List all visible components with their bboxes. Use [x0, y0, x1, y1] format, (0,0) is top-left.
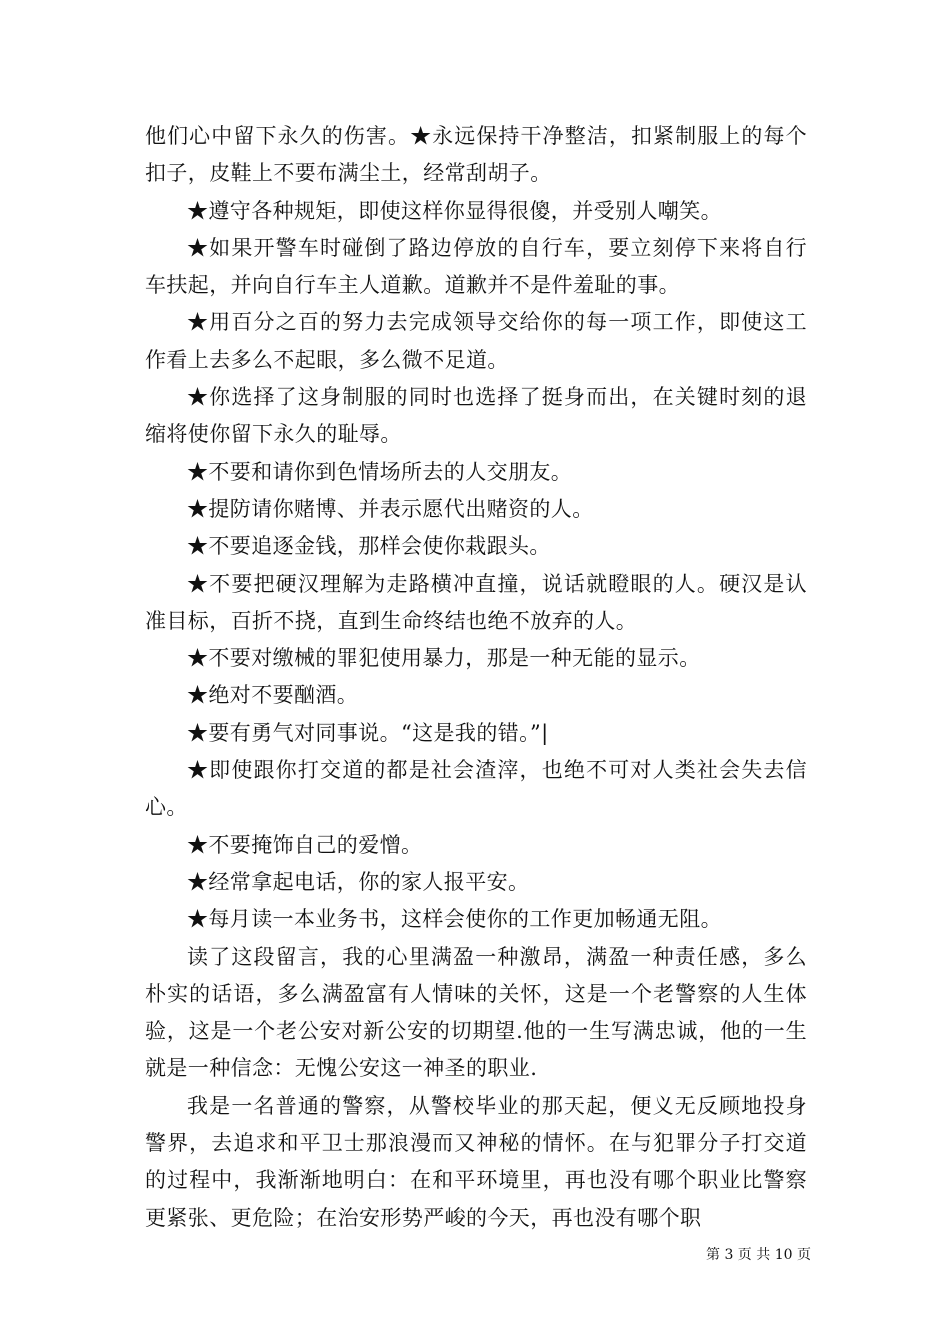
- page-number: 第 3 页 共 10 页: [706, 1247, 811, 1263]
- paragraph: ★不要把硬汉理解为走路横冲直撞，说话就瞪眼的人。硬汉是认准目标，百折不挠，直到生命终结也绝不放弃的人。: [145, 571, 807, 633]
- paragraph: ★你选择了这身制服的同时也选择了挺身而出，在关键时刻的退缩将使你留下永久的耻辱。: [145, 385, 807, 447]
- paragraph: ★绝对不要酗酒。: [187, 683, 359, 708]
- paragraph: ★如果开警车时碰倒了路边停放的自行车，要立刻停下来将自行车扶起，并向自行车主人道歉。道歉并不是件羞耻的事。: [145, 235, 807, 298]
- body-text: [145, 118, 807, 1237]
- paragraph: ★经常拿起电话，你的家人报平安。: [187, 869, 530, 894]
- paragraph: ★提防请你赌博、并表示愿代出赌资的人。: [187, 496, 594, 521]
- paragraph: ★每月读一本业务书，这样会使你的工作更加畅通无阻。: [187, 907, 722, 932]
- paragraph: 我是一名普通的警察，从警校毕业的那天起，便义无反顾地投身警界，去追求和平卫士那浪漫而又神秘的情怀。在与犯罪分子打交道的过程中，我渐渐地明白：在和平环境里，再也没有哪个职业比警察更紧张、更危险；在治安形势严峻的今天，再也没有哪个职: [145, 1093, 807, 1230]
- paragraph: ★不要对缴械的罪犯使用暴力，那是一种无能的显示。: [187, 646, 701, 671]
- paragraph: ★遵守各种规矩，即使这样你显得很傻，并受别人嘲笑。: [187, 198, 722, 223]
- paragraph: 读了这段留言，我的心里满盈一种激昂，满盈一种责任感，多么朴实的话语，多么满盈富有人情味的关怀，这是一个老警察的人生体验，这是一个老公安对新公安的切期望.他的一生写满忠诚，他的一生就是一种信念：无愧公安这一神圣的职业.: [145, 944, 807, 1081]
- paragraph: ★用百分之百的努力去完成领导交给你的每一项工作，即使这工作看上去多么不起眼，多么微不足道。: [145, 310, 807, 372]
- paragraph: ★不要追逐金钱，那样会使你栽跟头。: [187, 534, 551, 559]
- paragraph: 他们心中留下永久的伤害。★永远保持干净整洁，扣紧制服上的每个扣子，皮鞋上不要布满尘土，经常刮胡子。: [145, 124, 807, 186]
- paragraph: ★即使跟你打交道的都是社会渣滓，也绝不可对人类社会失去信心。: [145, 758, 807, 820]
- paragraph: ★不要掩饰自己的爱憎。: [187, 832, 423, 857]
- paragraph: ★不要和请你到色情场所去的人交朋友。: [187, 459, 573, 484]
- paragraph: ★要有勇气对同事说。“这是我的错。”|: [187, 720, 549, 745]
